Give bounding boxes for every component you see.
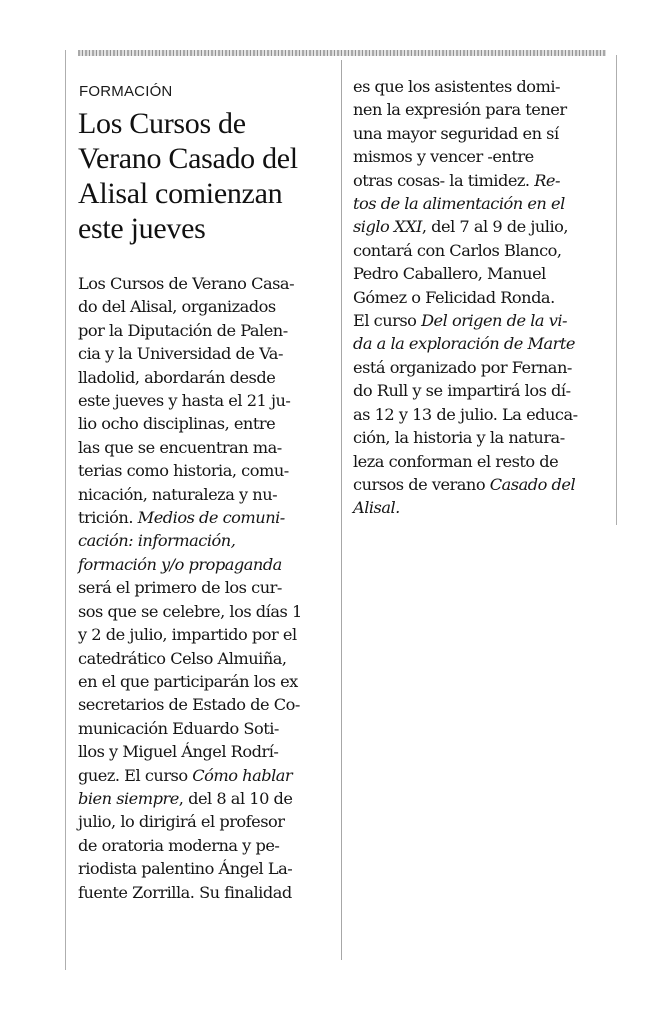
- text-line: [353, 473, 607, 496]
- text-run: y 2 de julio, impartido por el: [78, 625, 297, 645]
- italic-text-run: da a la exploración de Marte: [353, 334, 576, 354]
- text-run: ción, la historia y la natura-: [353, 428, 565, 448]
- text-line: [78, 295, 330, 318]
- italic-text-run: Cómo hablar: [192, 765, 293, 785]
- italic-text-run: Del origen de la vi-: [421, 311, 567, 331]
- text-run: trición.: [78, 508, 138, 528]
- body-column-left: [78, 272, 330, 904]
- text-line: [353, 379, 607, 402]
- right-column-rule: [616, 55, 617, 525]
- headline-line: Verano Casado del: [78, 142, 298, 175]
- text-run: las que se encuentran ma-: [78, 437, 282, 457]
- text-run: es que los asistentes domi-: [353, 77, 561, 96]
- text-line: [78, 389, 330, 412]
- text-line: [78, 529, 330, 552]
- text-run: está organizado por Fernan-: [353, 357, 572, 377]
- text-run: este jueves y hasta el 21 ju-: [78, 391, 291, 411]
- text-run: cia y la Universidad de Va-: [78, 344, 283, 364]
- text-run: nicación, naturaleza y nu-: [78, 484, 278, 504]
- text-line: [78, 670, 330, 693]
- text-run: llos y Miguel Ángel Rodrí-: [78, 742, 279, 762]
- left-column-rule: [65, 50, 66, 970]
- text-line: [78, 787, 330, 810]
- text-run: fuente Zorrilla. Su finalidad: [78, 882, 292, 902]
- text-run: , del 7 al 9 de julio,: [421, 217, 569, 237]
- text-run: mismos y vencer -entre: [353, 147, 534, 167]
- text-run: riodista palentino Ángel La-: [78, 859, 293, 879]
- headline-line: este jueves: [78, 212, 206, 245]
- text-line: [78, 857, 330, 880]
- text-line: [78, 366, 330, 389]
- text-line: [78, 764, 330, 787]
- text-line: [353, 426, 607, 449]
- italic-text-run: Casado del: [489, 474, 576, 494]
- text-line: [78, 319, 330, 342]
- text-line: [78, 506, 330, 529]
- italic-text-run: tos de la alimentación en el: [353, 194, 565, 214]
- text-line: [353, 450, 607, 473]
- text-run: as 12 y 13 de julio. La educa-: [353, 404, 578, 424]
- text-run: leza conforman el resto de: [353, 451, 559, 471]
- text-line: [78, 342, 330, 365]
- article-headline: [78, 106, 340, 246]
- text-run: El curso: [353, 311, 422, 331]
- text-run: por la Diputación de Palen-: [78, 320, 288, 340]
- text-run: , del 8 al 10 de: [178, 788, 293, 808]
- text-run: Gómez o Felicidad Ronda.: [353, 287, 555, 307]
- text-run: julio, lo dirigirá el profesor: [78, 812, 285, 832]
- text-line: [353, 286, 607, 309]
- text-run: una mayor seguridad en sí: [353, 123, 559, 143]
- text-line: [78, 576, 330, 599]
- section-label: FORMACIÓN: [79, 83, 173, 100]
- text-line: [78, 483, 330, 506]
- text-line: [78, 834, 330, 857]
- text-run: en el que participarán los ex: [78, 671, 298, 691]
- text-line: [353, 309, 607, 332]
- text-line: [78, 459, 330, 482]
- text-line: [78, 881, 330, 904]
- text-line: [78, 740, 330, 763]
- text-run: secretarios de Estado de Co-: [78, 695, 300, 715]
- text-line: [78, 623, 330, 646]
- text-run: guez. El curso: [78, 765, 193, 785]
- text-line: [353, 75, 607, 98]
- text-line: [353, 496, 607, 519]
- text-line: [353, 332, 607, 355]
- text-line: [353, 403, 607, 426]
- text-line: [353, 262, 607, 285]
- italic-text-run: Alisal.: [353, 498, 400, 518]
- text-line: [353, 169, 607, 192]
- text-line: [353, 239, 607, 262]
- text-line: [353, 192, 607, 215]
- text-run: otras cosas- la timidez.: [353, 170, 535, 190]
- text-line: [78, 600, 330, 623]
- text-line: [353, 145, 607, 168]
- text-line: [353, 98, 607, 121]
- text-run: catedrático Celso Almuiña,: [78, 648, 287, 668]
- text-run: sos que se celebre, los días 1: [78, 601, 302, 621]
- top-rule-divider: [78, 50, 606, 56]
- text-line: [78, 272, 330, 295]
- text-line: [78, 717, 330, 740]
- text-run: Pedro Caballero, Manuel: [353, 264, 546, 284]
- text-line: [353, 122, 607, 145]
- text-run: será el primero de los cur-: [78, 578, 282, 598]
- text-run: nen la expresión para tener: [353, 100, 567, 120]
- italic-text-run: siglo XXI: [353, 217, 422, 237]
- column-separator-rule: [341, 60, 342, 960]
- text-run: cursos de verano: [353, 474, 490, 494]
- text-run: Los Cursos de Verano Casa-: [78, 274, 295, 293]
- text-line: [78, 693, 330, 716]
- text-line: [78, 412, 330, 435]
- text-line: [78, 553, 330, 576]
- italic-text-run: Medios de comuni-: [137, 508, 285, 528]
- text-run: do Rull y se impartirá los dí-: [353, 381, 571, 401]
- text-run: municación Eduardo Soti-: [78, 718, 279, 738]
- headline-line: Los Cursos de: [78, 107, 246, 140]
- text-run: lladolid, abordarán desde: [78, 367, 276, 387]
- text-line: [78, 436, 330, 459]
- text-run: do del Alisal, organizados: [78, 297, 276, 317]
- italic-text-run: Re-: [534, 170, 560, 190]
- text-run: contará con Carlos Blanco,: [353, 240, 562, 260]
- text-line: [353, 215, 607, 238]
- italic-text-run: formación y/o propaganda: [78, 554, 282, 574]
- text-line: [78, 810, 330, 833]
- text-run: de oratoria moderna y pe-: [78, 835, 280, 855]
- headline-line: Alisal comienzan: [78, 177, 283, 210]
- text-run: lio ocho disciplinas, entre: [78, 414, 276, 434]
- body-column-right: [353, 75, 607, 520]
- italic-text-run: cación: información,: [78, 531, 236, 551]
- text-line: [78, 647, 330, 670]
- text-line: [353, 356, 607, 379]
- italic-text-run: bien siempre: [78, 788, 179, 808]
- text-run: terias como historia, comu-: [78, 461, 289, 481]
